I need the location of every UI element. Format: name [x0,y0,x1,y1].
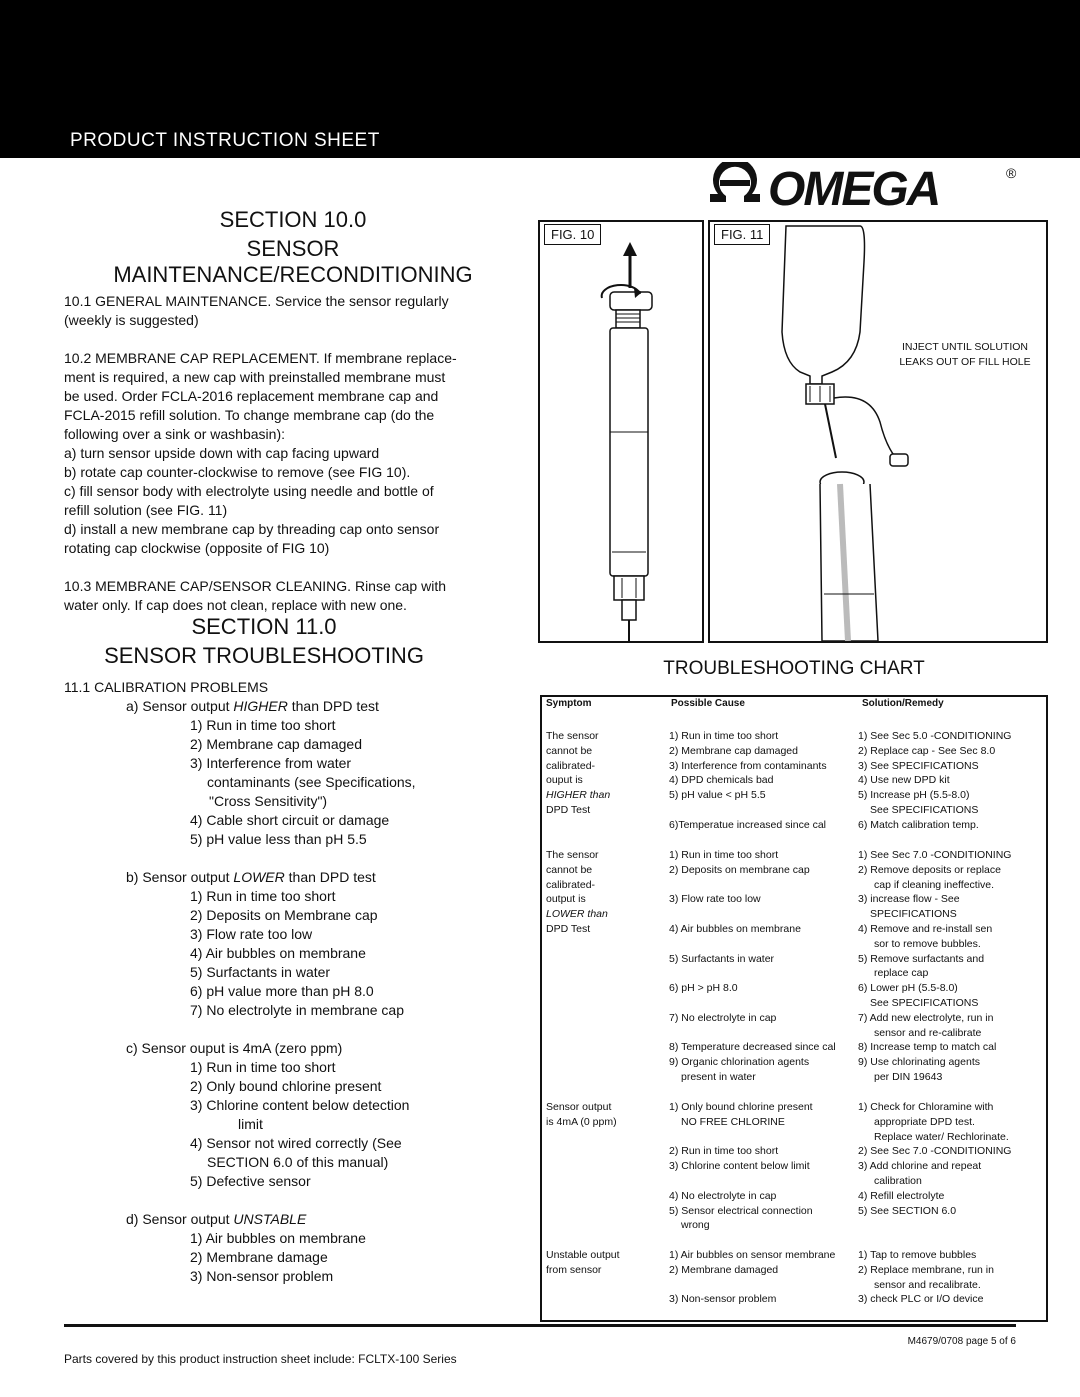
cell-line: Unstable output [546,1249,620,1261]
cell-line: sor to remove bubbles. [874,937,981,950]
case-b-title [64,868,524,887]
cause-cell [669,1248,835,1307]
cell-line: Sensor output [546,1101,612,1113]
note-line: INJECT UNTIL SOLUTION [901,341,1028,353]
cell-line: 2) Membrane damaged [669,1263,779,1276]
cell-line: appropriate DPD test. [874,1115,975,1128]
cell-line: The sensor [546,730,599,742]
cell-line: calibrated- [546,878,596,891]
cell-line: 9) Use chlorinating agents [858,1056,980,1069]
cell-line: 3) Interference from contaminants [669,759,827,772]
list-item: 7) No electrolyte in membrane cap [190,1002,404,1018]
text-line: refill solution (see FIG. 11) [64,502,228,518]
cell-line: 1) Run in time too short [669,849,779,861]
case-c-title: c) Sensor ouput is 4mA (zero ppm) [126,1040,343,1056]
cell-line: SPECIFICATIONS [870,908,957,921]
cell-line: calibrated- [546,759,596,772]
cell-line: 3) Chlorine content below limit [669,1160,810,1173]
text-line: 10.3 MEMBRANE CAP/SENSOR CLEANING. Rinse cap with [64,578,447,594]
cell-line [669,966,836,981]
list-item: 3) Interference from water [190,755,352,771]
list-item: 3) Non-sensor problem [190,1268,334,1284]
cell-line: sensor and re-calibrate [874,1026,982,1039]
cell-line: 2) Remove deposits or replace [858,863,1001,876]
paragraph-10-3 [64,577,494,615]
case-b-prefix: b) Sensor output [126,869,234,885]
cell-line: 2) See Sec 7.0 -CONDITIONING [858,1145,1012,1158]
list-item: 2) Membrane cap damaged [190,736,362,752]
list-item: 4) Air bubbles on membrane [190,945,366,961]
cell-line: 6) Lower pH (5.5-8.0) [858,982,958,995]
cell-line: DPD Test [546,803,591,816]
case-d-title [64,1210,524,1229]
text-line: FCLA-2015 refill solution. To change membrane cap (do the [64,407,435,423]
paragraph-10-1 [64,292,494,330]
cell-line: DPD Test [546,922,591,935]
case-a-title [64,697,524,716]
cell-line [669,937,836,952]
section-11-title: SENSOR TROUBLESHOOTING [104,643,424,668]
cell-line: 1) Only bound chlorine present [669,1101,813,1113]
cell-line: calibration [874,1174,922,1187]
figure-10-label: FIG. 10 [544,224,601,245]
cell-line: 5) Increase pH (5.5-8.0) [858,789,970,802]
case-b-emphasis: LOWER [233,869,285,885]
list-item: limit [238,1116,263,1132]
text-line: water only. If cap does not clean, replace with new one. [64,597,407,613]
cell-line: LOWER than [546,908,608,921]
cell-line [669,1026,836,1041]
cell-line [669,996,836,1011]
cell-line: per DIN 19643 [874,1070,943,1083]
document-code: M4679/0708 page 5 of 6 [907,1336,1016,1347]
omega-logo-mark [708,162,1028,212]
figure-10-panel [538,220,704,643]
cell-line: 3) increase flow - See [858,893,960,906]
cell-line: 9) Organic chlorination agents [669,1056,810,1069]
figure-11-panel [708,220,1048,643]
text-line: (weekly is suggested) [64,312,199,328]
list-item: SECTION 6.0 of this manual) [207,1154,389,1170]
cell-line: from sensor [546,1263,602,1276]
cell-line: 1) Air bubbles on sensor membrane [669,1249,836,1261]
logo-brand-text: OMEGA [768,163,940,212]
column-header-symptom: Symptom [546,698,592,709]
symptom-cell [546,1100,617,1130]
cell-line [669,1130,813,1145]
refill-bottle-illustration [710,222,1046,641]
cell-line: 1) Tap to remove bubbles [858,1249,977,1261]
symptom-cell [546,848,608,937]
text-line: 10.1 GENERAL MAINTENANCE. Service the sensor regularly [64,293,449,309]
cell-line: 4) Refill electrolyte [858,1189,945,1202]
case-d-emphasis: UNSTABLE [233,1211,307,1227]
symptom-cell [546,729,610,818]
cell-line: 4) No electrolyte in cap [669,1189,777,1202]
cell-line: 7) No electrolyte in cap [669,1011,777,1024]
list-item: 5) pH value less than pH 5.5 [190,831,367,847]
list-item: 5) Surfactants in water [190,964,331,980]
cell-line: ouput is [546,774,583,787]
cell-line: present in water [681,1070,756,1083]
cell-line: See SPECIFICATIONS [870,996,979,1009]
document-title: PRODUCT INSTRUCTION SHEET [70,130,380,151]
cell-line: cannot be [546,863,593,876]
paragraph-10-2 [64,349,494,558]
case-a-prefix: a) Sensor output [126,698,234,714]
cell-line: 3) Add chlorine and repeat [858,1160,982,1173]
cause-cell [669,729,827,833]
cell-line [669,1278,835,1293]
footer-divider [64,1324,1016,1327]
troubleshooting-table [540,695,1048,1322]
remedy-cell [858,1248,994,1307]
sensor-cap-removal-illustration [540,222,702,641]
cell-line: 1) See Sec 5.0 -CONDITIONING [858,730,1012,742]
calibration-problems-heading: 11.1 CALIBRATION PROBLEMS [64,679,269,695]
list-item: 2) Membrane damage [190,1249,328,1265]
cell-line: 4) DPD chemicals bad [669,774,774,787]
cell-line [669,907,836,922]
cell-line: 5) Sensor electrical connection [669,1204,813,1217]
remedy-cell [858,729,1011,833]
cell-line: is 4mA (0 ppm) [546,1115,617,1128]
list-item: 5) Defective sensor [190,1173,311,1189]
cell-line: output is [546,893,586,906]
cell-line: 3) See SPECIFICATIONS [858,759,979,772]
cell-line: 2) Run in time too short [669,1145,779,1158]
list-item: 3) Chlorine content below detection [190,1097,410,1113]
cell-line: wrong [681,1219,710,1232]
remedy-cell [858,1100,1011,1218]
cause-cell [669,848,836,1085]
cell-line: 4) Remove and re-install sen [858,922,993,935]
text-line: 10.2 MEMBRANE CAP REPLACEMENT. If membrane replace- [64,350,457,366]
list-item: 4) Sensor not wired correctly (See [190,1135,402,1151]
cell-line: 6)Temperatue increased since cal [669,818,826,831]
cell-line [669,878,836,893]
section-10-title: SENSOR MAINTENANCE/RECONDITIONING [113,236,473,287]
text-line: following over a sink or washbasin): [64,426,285,442]
logo-registered-mark: ® [1006,165,1017,181]
cell-line: 8) Temperature decreased since cal [669,1041,836,1054]
cell-line: HIGHER than [546,789,611,802]
list-item: 2) Deposits on Membrane cap [190,907,378,923]
cell-line: See SPECIFICATIONS [870,803,979,816]
column-header-cause: Possible Cause [671,698,745,709]
list-item: 1) Run in time too short [190,1059,336,1075]
cell-line: 8) Increase temp to match cal [858,1041,997,1054]
cell-line: Replace water/ Rechlorinate. [874,1130,1009,1143]
cell-line: NO FREE CHLORINE [681,1115,785,1128]
cell-line: 2) Replace cap - See Sec 8.0 [858,744,996,757]
cell-line: 2) Replace membrane, run in [858,1263,994,1276]
text-line: be used. Order FCLA-2016 replacement membrane cap and [64,388,439,404]
list-item: 6) pH value more than pH 8.0 [190,983,374,999]
cell-line: 5) Remove surfactants and [858,952,985,965]
list-item: "Cross Sensitivity") [209,793,328,809]
header-bar [0,0,1080,158]
list-item: 1) Run in time too short [190,888,336,904]
note-line: LEAKS OUT OF FILL HOLE [899,356,1031,368]
cell-line: 1) Run in time too short [669,730,779,742]
cell-line [669,803,827,818]
cell-line [669,1174,813,1189]
cause-cell [669,1100,813,1233]
cell-line: cannot be [546,744,593,757]
cell-line: sensor and recalibrate. [874,1278,981,1291]
section-11-number: SECTION 11.0 [191,614,337,639]
cell-line: 5) Surfactants in water [669,952,775,965]
cell-line: 6) Match calibration temp. [858,818,979,831]
cell-line: 4) Use new DPD kit [858,774,950,787]
list-item: 3) Flow rate too low [190,926,313,942]
cell-line: 2) Deposits on membrane cap [669,863,810,876]
cell-line: 1) See Sec 7.0 -CONDITIONING [858,849,1012,861]
parts-note: Parts covered by this product instruction sheet include: FCLTX-100 Series [64,1352,457,1366]
case-a-emphasis: HIGHER [233,698,288,714]
omega-logo [708,162,1028,212]
case-d-prefix: d) Sensor output [126,1211,234,1227]
list-item: 2) Only bound chlorine present [190,1078,382,1094]
text-line: ment is required, a new cap with preinstalled membrane must [64,369,446,385]
cell-line: 5) pH value < pH 5.5 [669,789,766,802]
cell-line: 1) Check for Chloramine with [858,1101,994,1113]
cell-line: The sensor [546,849,599,861]
list-item: 1) Air bubbles on membrane [190,1230,366,1246]
case-a-suffix: than DPD test [287,698,379,714]
text-line: c) fill sensor body with electrolyte using needle and bottle of [64,483,434,499]
list-item: 4) Cable short circuit or damage [190,812,390,828]
cell-line: 4) Air bubbles on membrane [669,922,801,935]
section-10-number: SECTION 10.0 [219,207,367,232]
symptom-cell [546,1248,620,1278]
remedy-cell [858,848,1011,1085]
cell-line: 6) pH > pH 8.0 [669,982,738,995]
cell-line: 2) Membrane cap damaged [669,744,798,757]
section-11-body [64,678,524,1286]
text-line: b) rotate cap counter-clockwise to remove (see FIG 10). [64,464,411,480]
text-line: rotating cap clockwise (opposite of FIG 10) [64,540,330,556]
chart-title: TROUBLESHOOTING CHART [663,658,925,679]
cell-line: 5) See SECTION 6.0 [858,1204,957,1217]
text-line: a) turn sensor upside down with cap facing upward [64,445,380,461]
list-item: contaminants (see Specifications, [207,774,416,790]
text-line: d) install a new membrane cap by threading cap onto sensor [64,521,440,537]
cell-line: 3) Non-sensor problem [669,1293,777,1306]
column-header-remedy: Solution/Remedy [862,698,944,709]
case-b-suffix: than DPD test [284,869,376,885]
cell-line: cap if cleaning ineffective. [874,878,995,891]
cell-line: 7) Add new electrolyte, run in [858,1011,994,1024]
list-item: 1) Run in time too short [190,717,336,733]
cell-line: replace cap [874,967,929,980]
cell-line: 3) Flow rate too low [669,893,761,906]
section-10-body [64,292,494,625]
figure-11-label: FIG. 11 [714,224,770,245]
cell-line: 3) check PLC or I/O device [858,1293,984,1306]
